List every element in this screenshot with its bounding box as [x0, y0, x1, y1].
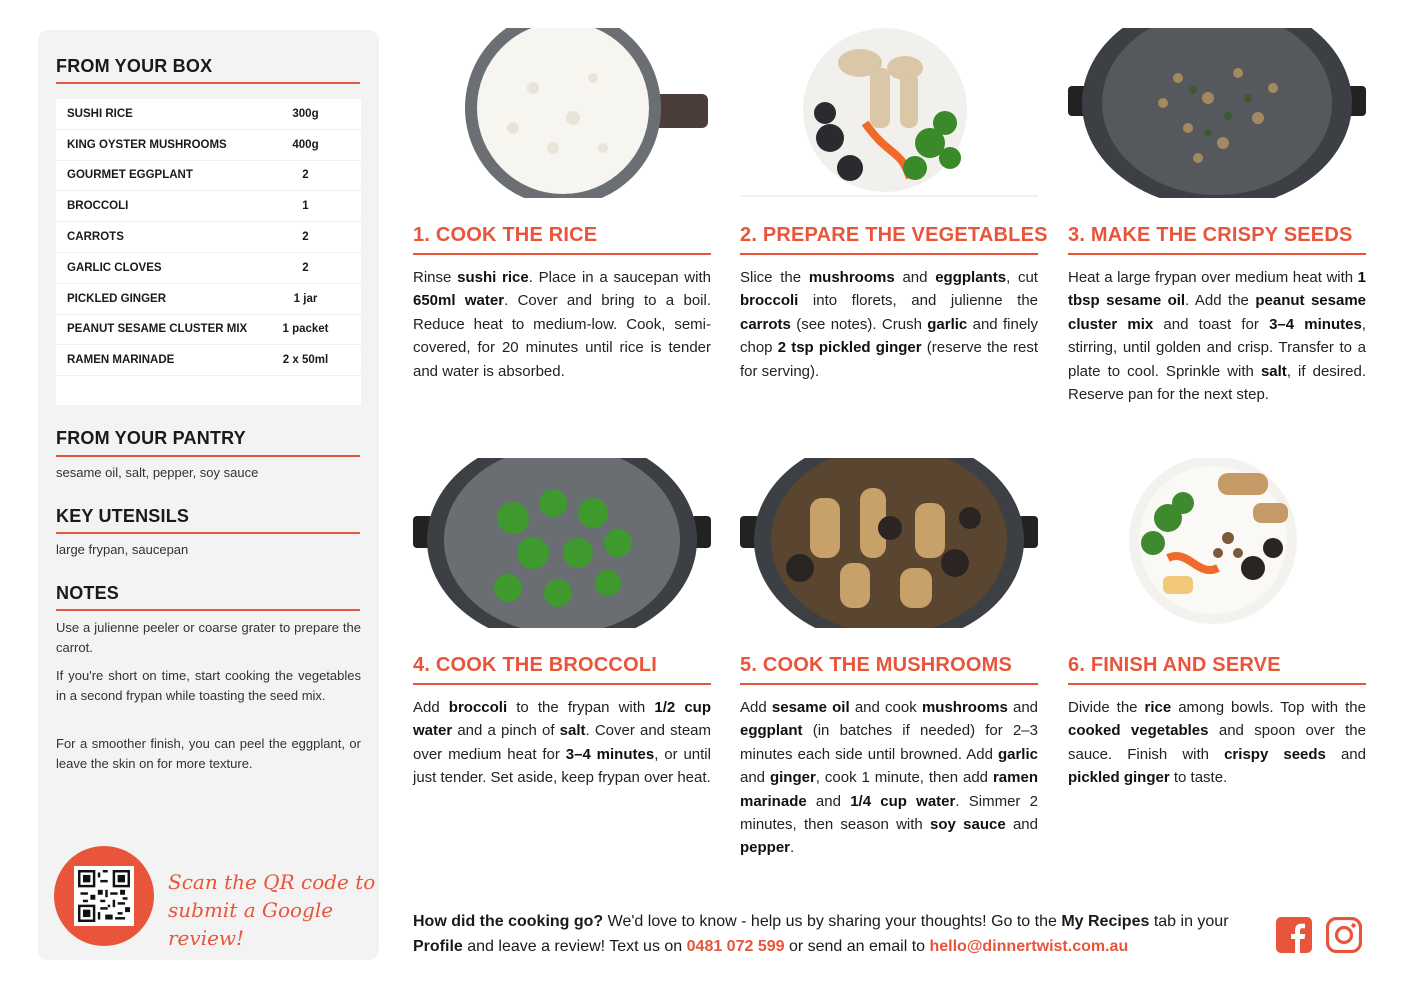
note-3: For a smoother finish, you can peel the eggplant, or leave the skin on for more texture.: [56, 736, 361, 771]
table-row: [56, 99, 361, 130]
step-5-text: Add sesame oil and cook mushrooms and eggplant (in batches if needed) for 2–3 minutes each side until browned. Add garlic and ginger, cook 1 minute, then add ramen marinade and 1/4 cup water. Simmer 2 minutes, then season with soy sauce and pepper.: [740, 699, 1039, 857]
qr-caption-line-1: Scan the QR code to: [168, 870, 376, 894]
phone-link[interactable]: 0481 072 599: [686, 938, 785, 955]
seeds-frypan-photo-icon: [1068, 28, 1366, 198]
finished-bowl-photo-icon: [1068, 458, 1366, 628]
email-link[interactable]: hello@dinnertwist.com.au: [929, 938, 1129, 955]
step-3-title: 3. MAKE THE CRISPY SEEDS: [1068, 224, 1353, 246]
ingredient-qty: 400g: [292, 138, 319, 151]
qr-caption-line-2: submit a Google review!: [168, 898, 334, 950]
facebook-icon[interactable]: [1276, 917, 1312, 953]
divider: [56, 455, 360, 457]
step-1-text: Rinse sushi rice. Place in a saucepan with 650ml water. Cover and bring to a boil. Reduce heat to medium-low. Cook, semi-covered, for 20 minutes until rice is tender and water is absorbed.: [413, 269, 712, 380]
qr-badge[interactable]: [54, 846, 154, 946]
ingredients-table: [56, 99, 361, 405]
step-5-title: 5. COOK THE MUSHROOMS: [740, 654, 1012, 676]
ingredient-name: PEANUT SESAME CLUSTER MIX: [67, 323, 248, 336]
step-2-text: Slice the mushrooms and eggplants, cut broccoli into florets, and julienne the carrots (see notes). Crush garlic and finely chop 2 tsp pickled ginger (reserve the rest for serving).: [740, 269, 1038, 380]
qr-code-icon: [74, 866, 134, 926]
table-row: [56, 222, 361, 253]
table-row: [56, 161, 361, 192]
ingredient-qty: 1 packet: [282, 323, 329, 336]
step-1-title: 1. COOK THE RICE: [413, 224, 598, 246]
step-4-text: Add broccoli to the frypan with 1/2 cup water and a pinch of salt. Cover and steam over medium heat for 3–4 minutes, or until just tender. Set aside, keep frypan over heat.: [413, 699, 712, 787]
pantry-text: sesame oil, salt, pepper, soy sauce: [56, 465, 259, 480]
ingredient-qty: 1 jar: [293, 292, 318, 305]
footer-my-recipes: My Recipes: [1061, 913, 1150, 930]
divider: [740, 253, 1038, 255]
divider: [56, 532, 360, 534]
feedback-footer: [413, 909, 1263, 959]
divider: [56, 609, 360, 611]
notes-title: NOTES: [56, 583, 120, 603]
note-1: Use a julienne peeler or coarse grater to prepare the carrot.: [56, 620, 361, 655]
ingredient-name: GOURMET EGGPLANT: [67, 169, 193, 182]
divider: [413, 683, 711, 685]
step-3-text: Heat a large frypan over medium heat with 1 tbsp sesame oil. Add the peanut sesame cluster mix and toast for 3–4 minutes, stirring, until golden and crisp. Transfer to a plate to cool. Sprinkle with salt, if desired. Reserve pan for the next step.: [1068, 269, 1367, 404]
ingredient-name: GARLIC CLOVES: [67, 261, 162, 274]
table-row: [56, 284, 361, 315]
ingredient-name: PICKLED GINGER: [67, 292, 167, 305]
table-row: [56, 130, 361, 161]
note-2: If you're short on time, start cooking the vegetables in a second frypan while toasting the seed mix.: [56, 668, 361, 703]
utensils-title: KEY UTENSILS: [56, 506, 190, 526]
vegetables-plate-photo-icon: [740, 28, 1038, 198]
qr-caption: [168, 868, 379, 952]
ingredient-qty: 2: [302, 169, 309, 182]
ingredient-qty: 2: [302, 261, 309, 274]
step-2-title: 2. PREPARE THE VEGETABLES: [740, 224, 1048, 246]
ingredient-name: CARROTS: [67, 231, 124, 244]
rice-saucepan-photo-icon: [413, 28, 711, 198]
broccoli-frypan-photo-icon: [413, 458, 711, 628]
footer-text: We'd love to know - help us by sharing your thoughts! Go to the: [603, 913, 1062, 930]
table-row: [56, 345, 361, 376]
utensils-text: large frypan, saucepan: [56, 542, 189, 557]
divider: [1068, 683, 1366, 685]
divider: [56, 82, 360, 84]
ingredient-name: KING OYSTER MUSHROOMS: [67, 138, 227, 151]
divider: [1068, 253, 1366, 255]
table-row: [56, 253, 361, 284]
ingredient-name: BROCCOLI: [67, 200, 129, 213]
mushrooms-frypan-photo-icon: [740, 458, 1038, 628]
footer-text: tab in your: [1149, 913, 1229, 930]
footer-text: and leave a review! Text us on: [462, 938, 687, 955]
divider: [413, 253, 711, 255]
footer-text: or send an email to: [784, 938, 930, 955]
step-6-text: Divide the rice among bowls. Top with the cooked vegetables and spoon over the sauce. Finish with crispy seeds and pickled ginger to taste.: [1068, 699, 1366, 787]
step-4-title: 4. COOK THE BROCCOLI: [413, 654, 658, 676]
instagram-icon[interactable]: [1326, 917, 1362, 953]
sidebar: [38, 30, 379, 960]
ingredient-name: RAMEN MARINADE: [67, 354, 175, 367]
step-6-title: 6. FINISH AND SERVE: [1068, 654, 1281, 676]
ingredient-qty: 1: [302, 200, 309, 213]
ingredient-name: SUSHI RICE: [67, 107, 133, 120]
table-row: [56, 191, 361, 222]
footer-profile: Profile: [413, 938, 463, 955]
table-row: [56, 315, 361, 346]
ingredient-qty: 300g: [292, 107, 319, 120]
divider: [740, 683, 1038, 685]
box-title: FROM YOUR BOX: [56, 56, 213, 76]
ingredient-qty: 2 x 50ml: [282, 354, 329, 367]
ingredient-qty: 2: [302, 231, 309, 244]
pantry-title: FROM YOUR PANTRY: [56, 428, 246, 448]
footer-question: How did the cooking go?: [413, 913, 604, 930]
